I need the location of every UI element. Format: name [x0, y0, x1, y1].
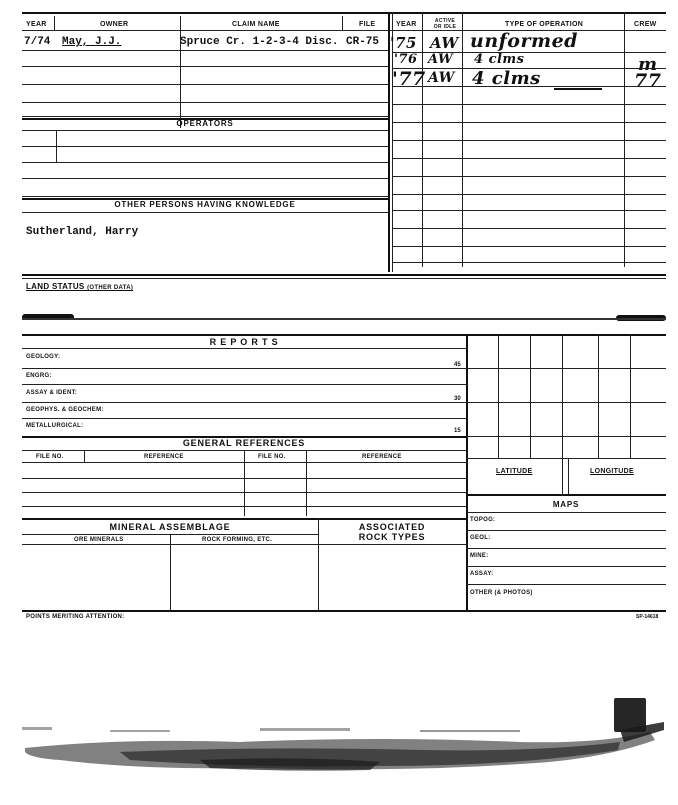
claim-name: Spruce Cr. 1-2-3-4 Disc.	[180, 36, 339, 48]
ref-reference: REFERENCE	[144, 454, 184, 460]
ref-file-no-2: FILE NO.	[258, 454, 286, 460]
op2-status: AW	[428, 52, 454, 67]
ore-minerals-label: ORE MINERALS	[74, 537, 124, 543]
header-active: ACTIVE	[434, 18, 456, 24]
report-geology: GEOLOGY:	[26, 354, 61, 360]
land-status-note: (OTHER DATA)	[87, 285, 134, 291]
claim-year: 7/74	[24, 36, 51, 48]
report-geology-number: 45	[454, 362, 461, 368]
general-references-heading: GENERAL REFERENCES	[182, 438, 306, 448]
op2-type: 4 clms	[474, 52, 525, 67]
report-assay: ASSAY & IDENT:	[26, 390, 78, 396]
header-type-of-operation: TYPE OF OPERATION	[505, 21, 584, 28]
map-mine: MINE:	[470, 553, 489, 559]
header-year-ops: YEAR	[396, 21, 417, 28]
report-engrg: ENGRG:	[26, 373, 52, 379]
claim-file: CR-75	[346, 36, 380, 48]
other-person-name: Sutherland, Harry	[26, 226, 139, 238]
mining-record-form	[22, 12, 666, 620]
op1-status: AW	[430, 34, 459, 52]
maps-heading: MAPS	[552, 500, 580, 509]
longitude-label: LONGITUDE	[590, 468, 634, 475]
report-assay-number: 30	[454, 396, 461, 402]
associated-rock-heading-2: ROCK TYPES	[358, 532, 426, 542]
op2-year: '76	[394, 52, 418, 67]
latitude-label: LATITUDE	[496, 468, 533, 475]
header-active-idle: OR IDLE	[433, 24, 457, 30]
ref-reference-2: REFERENCE	[362, 454, 402, 460]
rock-forming-label: ROCK FORMING, ETC.	[202, 537, 273, 543]
report-metallurgical-number: 15	[454, 428, 461, 434]
op1-type: unformed	[470, 30, 578, 52]
form-number: SP-14618	[636, 614, 659, 620]
report-metallurgical: METALLURGICAL:	[26, 423, 84, 429]
ref-file-no: FILE NO.	[36, 454, 64, 460]
op1-year: '75	[390, 34, 417, 52]
map-other: OTHER (& PHOTOS)	[470, 590, 533, 596]
header-owner: OWNER	[100, 21, 129, 28]
associated-rock-heading: ASSOCIATED	[358, 522, 426, 532]
header-file: FILE	[359, 21, 376, 28]
header-year: YEAR	[26, 21, 47, 28]
op3-type: 4 clms	[472, 68, 541, 89]
op2-crew: m	[638, 54, 658, 75]
map-topog: TOPOG:	[470, 517, 496, 523]
map-assay: ASSAY:	[470, 571, 494, 577]
reports-heading: R E P O R T S	[209, 337, 279, 347]
op3-status: AW	[428, 70, 455, 86]
points-meriting-attention: POINTS MERITING ATTENTION:	[26, 614, 125, 620]
mineral-assemblage-heading: MINERAL ASSEMBLAGE	[109, 522, 231, 532]
header-crew: CREW	[634, 21, 657, 28]
other-persons-heading: OTHER PERSONS HAVING KNOWLEDGE	[114, 200, 296, 209]
claim-owner: May, J.J.	[62, 36, 122, 48]
operators-heading: OPERATORS	[176, 119, 234, 128]
land-status-label: LAND STATUS	[26, 282, 85, 291]
report-geophys: GEOPHYS. & GEOCHEM:	[26, 407, 104, 413]
map-geol: GEOL:	[470, 535, 491, 541]
header-claim-name: CLAIM NAME	[232, 21, 280, 28]
op3-crew: 77	[634, 70, 662, 92]
op3-year: '77	[392, 68, 426, 90]
land-status-heading	[26, 282, 133, 291]
